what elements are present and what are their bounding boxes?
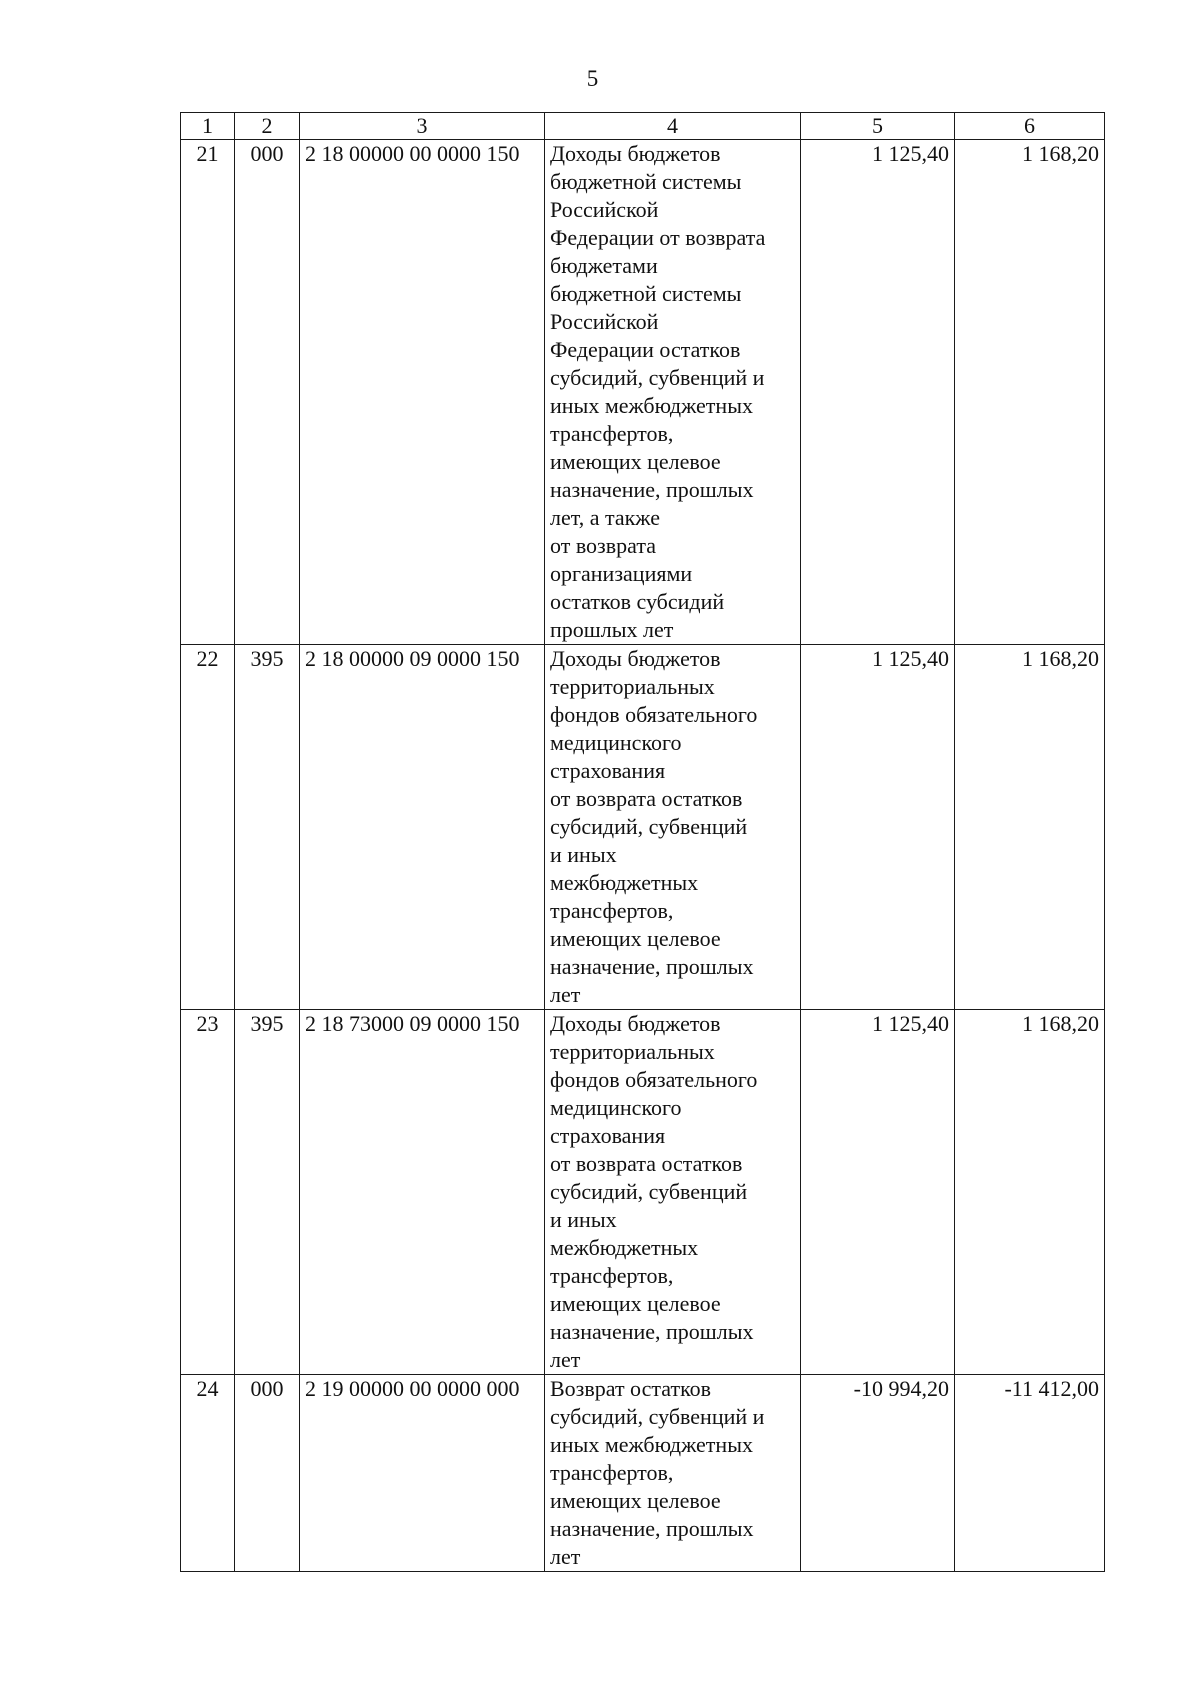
row-number: 24 [181, 1375, 235, 1572]
income-name: Доходы бюджетов бюджетной системы Российской Федерации от возврата бюджетами бюджетной системы Российской Федерации остатков субсидий, субвенций и иных межбюджетных трансфертов, имеющих целевое назначение, прошлых лет, а также от возврата организациями остатков субсидий прошлых лет [545, 140, 801, 645]
budget-classification-code: 2 18 73000 09 0000 150 [300, 1010, 545, 1375]
table-row [181, 1375, 1105, 1572]
amount-column-5: -10 994,20 [801, 1375, 955, 1572]
table-row [181, 1010, 1105, 1375]
page-number: 5 [586, 66, 599, 91]
row-number: 21 [181, 140, 235, 645]
income-name: Возврат остатков субсидий, субвенций и иных межбюджетных трансфертов, имеющих целевое назначение, прошлых лет [545, 1375, 801, 1572]
header-cell-6: 6 [955, 113, 1105, 140]
amount-column-5: 1 125,40 [801, 645, 955, 1010]
amount-column-6: 1 168,20 [955, 140, 1105, 645]
table-row [181, 140, 1105, 645]
amount-column-6: 1 168,20 [955, 645, 1105, 1010]
table-header-row [181, 113, 1105, 140]
header-cell-4: 4 [545, 113, 801, 140]
header-cell-2: 2 [235, 113, 300, 140]
budget-classification-code: 2 18 00000 00 0000 150 [300, 140, 545, 645]
admin-code: 000 [235, 1375, 300, 1572]
header-cell-5: 5 [801, 113, 955, 140]
budget-classification-code: 2 18 00000 09 0000 150 [300, 645, 545, 1010]
budget-table [180, 112, 1105, 1572]
amount-column-6: 1 168,20 [955, 1010, 1105, 1375]
row-number: 22 [181, 645, 235, 1010]
budget-classification-code: 2 19 00000 00 0000 000 [300, 1375, 545, 1572]
income-name: Доходы бюджетов территориальных фондов обязательного медицинского страхования от возврата остатков субсидий, субвенций и иных межбюджетных трансфертов, имеющих целевое назначение, прошлых лет [545, 645, 801, 1010]
amount-column-5: 1 125,40 [801, 140, 955, 645]
admin-code: 000 [235, 140, 300, 645]
header-cell-1: 1 [181, 113, 235, 140]
row-number: 23 [181, 1010, 235, 1375]
income-name: Доходы бюджетов территориальных фондов обязательного медицинского страхования от возврата остатков субсидий, субвенций и иных межбюджетных трансфертов, имеющих целевое назначение, прошлых лет [545, 1010, 801, 1375]
admin-code: 395 [235, 645, 300, 1010]
table-row [181, 645, 1105, 1010]
amount-column-5: 1 125,40 [801, 1010, 955, 1375]
amount-column-6: -11 412,00 [955, 1375, 1105, 1572]
admin-code: 395 [235, 1010, 300, 1375]
header-cell-3: 3 [300, 113, 545, 140]
